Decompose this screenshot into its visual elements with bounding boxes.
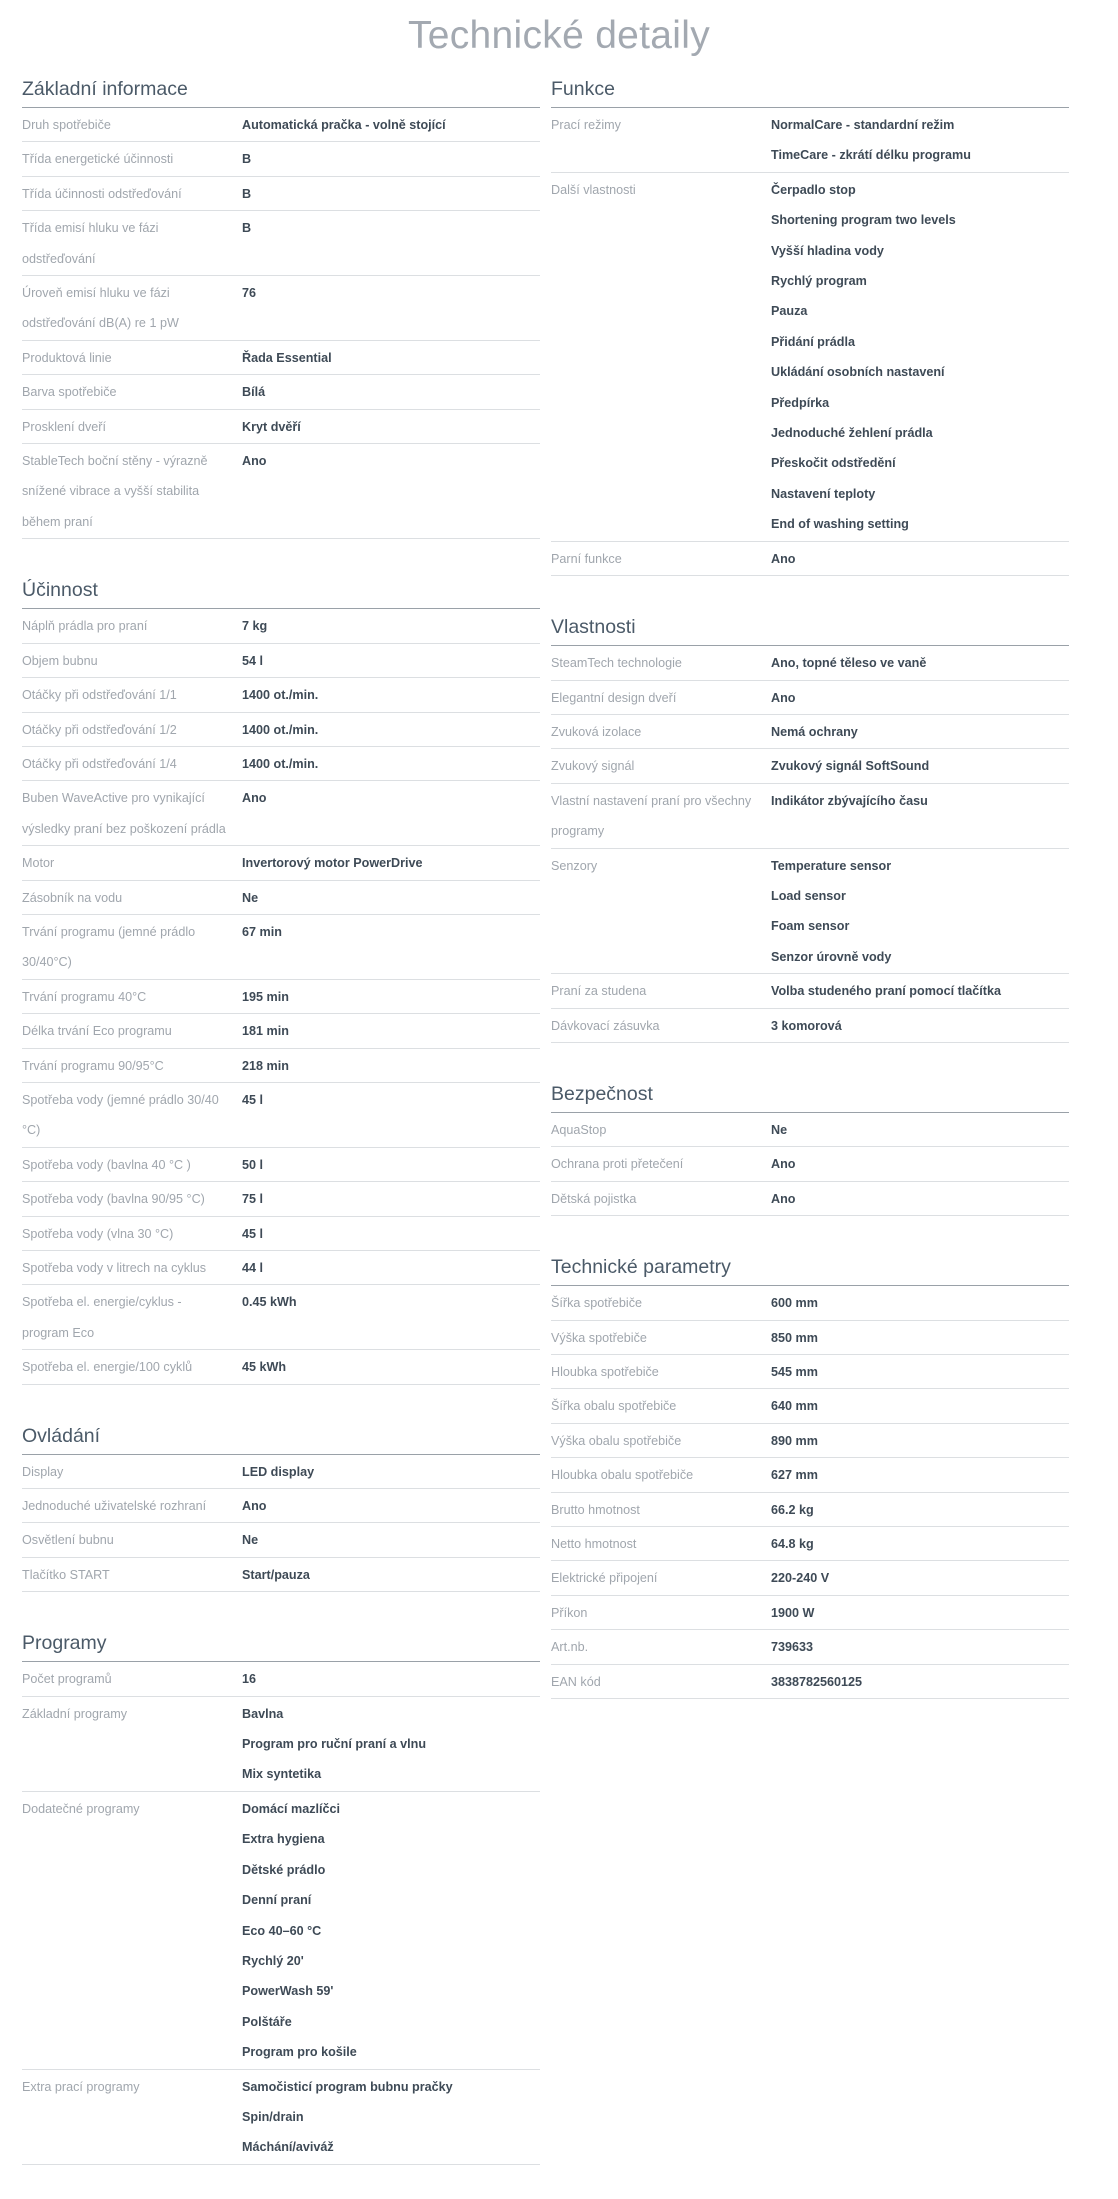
spec-row: [22, 915, 540, 980]
spec-section-zakladni-informace: [22, 72, 540, 539]
spec-values: [771, 751, 1069, 781]
spec-label: Výška obalu spotřebiče: [551, 1433, 682, 1448]
spec-label: Náplň prádla pro praní: [22, 619, 148, 634]
spec-row: [22, 177, 540, 211]
spec-label: Trvání programu 40°C: [22, 989, 147, 1004]
spec-row: [551, 1389, 1069, 1423]
spec-section-programy: [22, 1626, 540, 2165]
spec-row: [22, 1558, 540, 1592]
spec-row: [551, 1527, 1069, 1561]
spec-values: [242, 1560, 540, 1590]
spec-label: Druh spotřebiče: [22, 118, 111, 132]
spec-value: 890 mm: [771, 1433, 818, 1448]
spec-value: 195 min: [242, 989, 289, 1004]
spec-value: Dětské prádlo: [242, 1862, 326, 1877]
spec-value: 1400 ot./min.: [242, 722, 319, 737]
spec-label: Další vlastnosti: [551, 182, 636, 197]
spec-label: Zvukový signál: [551, 759, 635, 774]
spec-row: [551, 1424, 1069, 1458]
spec-value: Senzor úrovně vody: [771, 949, 892, 964]
spec-values: [771, 1426, 1069, 1456]
spec-values: [242, 1287, 540, 1348]
spec-value: LED display: [242, 1464, 315, 1479]
spec-value: Máchání/aviváž: [242, 2140, 334, 2155]
spec-row: [22, 2070, 540, 2165]
spec-values: [242, 1253, 540, 1283]
spec-value: Volba studeného praní pomocí tlačítka: [771, 984, 1001, 999]
spec-values: [771, 1288, 1069, 1318]
spec-value: 218 min: [242, 1058, 289, 1073]
spec-row: [551, 749, 1069, 783]
spec-row: [22, 781, 540, 846]
spec-row: [551, 1458, 1069, 1492]
spec-label: Objem bubnu: [22, 653, 98, 668]
spec-label: Trvání programu (jemné prádlo 30/40°C): [22, 924, 196, 970]
spec-value: Nastavení teploty: [771, 486, 876, 501]
spec-value: Vyšší hladina vody: [771, 243, 884, 258]
spec-values: [771, 1667, 1069, 1697]
spec-values: [242, 1525, 540, 1555]
spec-values: [771, 717, 1069, 747]
spec-row: [22, 1523, 540, 1557]
spec-label: Úroveň emisí hluku ve fázi odstřeďování dB(A) re 1 pW: [22, 286, 179, 331]
spec-values: [771, 1598, 1069, 1628]
spec-label: Spotřeba el. energie/cyklus - program Eco: [22, 1295, 182, 1340]
spec-row: [22, 276, 540, 341]
spec-value: 640 mm: [771, 1399, 818, 1414]
spec-value: Čerpadlo stop: [771, 182, 856, 197]
spec-row: [22, 1792, 540, 2070]
spec-value: Eco 40–60 °C: [242, 1923, 322, 1938]
spec-value: End of washing setting: [771, 517, 909, 532]
spec-values: [242, 377, 540, 407]
spec-label: Počet programů: [22, 1672, 112, 1687]
spec-row: [551, 715, 1069, 749]
spec-row: [22, 211, 540, 276]
spec-row: [22, 1049, 540, 1083]
spec-value: TimeCare - zkrátí délku programu: [771, 148, 971, 163]
spec-label: Třída účinnosti odstřeďování: [22, 186, 182, 201]
spec-values: [242, 1794, 540, 2068]
spec-row: [551, 681, 1069, 715]
spec-value: Ne: [242, 890, 259, 905]
spec-label: StableTech boční stěny - výrazně snížené vibrace a vyšší stabilita během praní: [22, 454, 208, 529]
spec-value: 45 l: [242, 1092, 264, 1107]
spec-values: [242, 917, 540, 978]
spec-value: Ano: [242, 1499, 267, 1514]
section-heading: Účinnost: [22, 573, 540, 609]
spec-values: [242, 110, 540, 140]
spec-value: B: [242, 152, 252, 167]
spec-label: Elegantní design dveří: [551, 690, 677, 705]
spec-values: [242, 179, 540, 209]
spec-values: [771, 175, 1069, 540]
spec-values: [242, 646, 540, 676]
spec-value: Ano, topné těleso ve vaně: [771, 656, 927, 671]
spec-values: [242, 982, 540, 1012]
section-heading: Ovládání: [22, 1419, 540, 1455]
spec-label: Šířka obalu spotřebiče: [551, 1399, 677, 1414]
section-heading: Programy: [22, 1626, 540, 1662]
spec-row: [22, 1350, 540, 1384]
spec-label: Prací režimy: [551, 118, 621, 132]
spec-value: Ne: [771, 1122, 788, 1137]
spec-section-funkce: [551, 72, 1069, 576]
spec-row: [22, 747, 540, 781]
spec-label: Senzory: [551, 858, 598, 873]
spec-values: [242, 749, 540, 779]
spec-label: Trvání programu 90/95°C: [22, 1058, 164, 1073]
spec-value: Temperature sensor: [771, 858, 892, 873]
spec-label: Elektrické připojení: [551, 1571, 658, 1586]
spec-values: [242, 1184, 540, 1214]
spec-values: [242, 1150, 540, 1180]
spec-row: [22, 1697, 540, 1792]
spec-row: [22, 1148, 540, 1182]
spec-row: [551, 1182, 1069, 1216]
spec-label: Dodatečné programy: [22, 1801, 140, 1816]
spec-row: [22, 1455, 540, 1489]
spec-label: Spotřeba el. energie/100 cyklů: [22, 1360, 193, 1375]
spec-values: [771, 1495, 1069, 1525]
spec-values: [242, 1491, 540, 1521]
spec-value: Zvukový signál SoftSound: [771, 759, 930, 774]
spec-row: [22, 1285, 540, 1350]
spec-label: Otáčky při odstřeďování 1/1: [22, 688, 177, 703]
spec-value: Samočisticí program bubnu pračky: [242, 2079, 453, 2094]
spec-value: 545 mm: [771, 1365, 818, 1379]
spec-values: [242, 1352, 540, 1382]
spec-values: [242, 1016, 540, 1046]
spec-row: [22, 881, 540, 915]
spec-value: Denní praní: [242, 1893, 312, 1908]
spec-value: PowerWash 59': [242, 1984, 334, 1999]
spec-row: [551, 784, 1069, 849]
spec-values: [242, 783, 540, 844]
spec-value: Bílá: [242, 385, 266, 400]
spec-row: [22, 1083, 540, 1148]
spec-values: [771, 1323, 1069, 1353]
spec-value: 1400 ot./min.: [242, 756, 319, 771]
spec-row: [22, 846, 540, 880]
spec-label: AquaStop: [551, 1122, 607, 1137]
spec-value: Přidání prádla: [771, 334, 855, 349]
spec-values: [771, 110, 1069, 171]
spec-label: Produktová linie: [22, 350, 112, 365]
spec-values: [242, 412, 540, 442]
spec-label: Třída energetické účinnosti: [22, 152, 174, 167]
spec-values: [771, 1184, 1069, 1214]
spec-section-technicke-parametry: [551, 1250, 1069, 1699]
left-spec-column: [22, 72, 540, 2199]
spec-value: Program pro ruční praní a vlnu: [242, 1737, 427, 1752]
spec-row: [22, 644, 540, 678]
spec-value: Ano: [771, 1157, 796, 1172]
spec-row: [551, 1355, 1069, 1389]
spec-values: [771, 683, 1069, 713]
spec-row: [551, 1321, 1069, 1355]
spec-values: [771, 1529, 1069, 1559]
spec-values: [771, 1563, 1069, 1593]
spec-values: [242, 680, 540, 710]
spec-row: [551, 1493, 1069, 1527]
spec-row: [551, 1665, 1069, 1699]
spec-value: Přeskočit odstředění: [771, 456, 896, 471]
spec-value: 66.2 kg: [771, 1502, 814, 1517]
spec-label: Art.nb.: [551, 1640, 589, 1655]
spec-values: [771, 1391, 1069, 1421]
spec-row: [551, 849, 1069, 975]
spec-row: [551, 1147, 1069, 1181]
spec-values: [242, 213, 540, 274]
spec-label: Netto hmotnost: [551, 1537, 637, 1552]
spec-value: 181 min: [242, 1024, 289, 1039]
spec-value: Ano: [771, 1191, 796, 1206]
spec-label: SteamTech technologie: [551, 656, 682, 671]
spec-row: [551, 1561, 1069, 1595]
spec-row: [551, 542, 1069, 576]
spec-label: Výška spotřebiče: [551, 1330, 647, 1345]
spec-label: Dětská pojistka: [551, 1191, 637, 1206]
spec-values: [771, 544, 1069, 574]
spec-values: [242, 446, 540, 537]
spec-value: Ano: [771, 690, 796, 705]
spec-value: 44 l: [242, 1261, 264, 1275]
spec-value: Kryt dvěří: [242, 419, 301, 434]
spec-value: B: [242, 186, 252, 201]
spec-value: Extra hygiena: [242, 1832, 325, 1847]
spec-value: Ano: [242, 454, 267, 469]
spec-value: Automatická pračka - volně stojící: [242, 118, 446, 132]
spec-row: [22, 678, 540, 712]
spec-label: EAN kód: [551, 1674, 601, 1689]
spec-label: Spotřeba vody (bavlna 40 °C ): [22, 1157, 191, 1172]
section-heading: Technické parametry: [551, 1250, 1069, 1286]
spec-row: [22, 142, 540, 176]
spec-value: 3 komorová: [771, 1018, 842, 1033]
spec-value: Řada Essential: [242, 350, 332, 365]
spec-value: Polštáře: [242, 2014, 292, 2029]
spec-value: Spin/drain: [242, 2109, 304, 2124]
spec-value: Jednoduché žehlení prádla: [771, 426, 933, 441]
spec-value: 627 mm: [771, 1468, 818, 1483]
spec-value: Load sensor: [771, 888, 846, 903]
spec-value: Mix syntetika: [242, 1767, 322, 1782]
spec-row: [551, 1113, 1069, 1147]
spec-value: Start/pauza: [242, 1567, 310, 1582]
spec-values: [771, 976, 1069, 1006]
spec-row: [22, 1182, 540, 1216]
spec-row: [551, 108, 1069, 173]
spec-row: [22, 1662, 540, 1696]
spec-values: [242, 848, 540, 878]
section-heading: Funkce: [551, 72, 1069, 108]
spec-value: 45 kWh: [242, 1360, 287, 1375]
spec-label: Spotřeba vody (vlna 30 °C): [22, 1226, 174, 1241]
spec-value: 1900 W: [771, 1605, 815, 1620]
spec-row: [551, 1630, 1069, 1664]
spec-value: 739633: [771, 1640, 814, 1655]
spec-label: Zvuková izolace: [551, 724, 642, 739]
spec-value: 54 l: [242, 653, 264, 668]
spec-label: Spotřeba vody (jemné prádlo 30/40 °C): [22, 1092, 219, 1138]
spec-row: [22, 1489, 540, 1523]
spec-values: [242, 715, 540, 745]
spec-value: 7 kg: [242, 619, 268, 634]
spec-value: Předpírka: [771, 395, 830, 410]
spec-row: [551, 1596, 1069, 1630]
spec-label: Jednoduché uživatelské rozhraní: [22, 1499, 207, 1514]
spec-row: [22, 375, 540, 409]
spec-values: [242, 1219, 540, 1249]
spec-label: Hloubka obalu spotřebiče: [551, 1468, 694, 1483]
spec-row: [22, 410, 540, 444]
spec-label: Brutto hmotnost: [551, 1502, 640, 1517]
page-title: Technické detaily: [407, 14, 711, 57]
section-heading: Vlastnosti: [551, 610, 1069, 646]
spec-value: 75 l: [242, 1192, 264, 1207]
section-heading: Základní informace: [22, 72, 540, 108]
spec-value: Pauza: [771, 304, 808, 319]
spec-values: [242, 144, 540, 174]
spec-label: Osvětlení bubnu: [22, 1533, 114, 1548]
spec-values: [771, 786, 1069, 847]
spec-label: Dávkovací zásuvka: [551, 1018, 660, 1033]
spec-label: Barva spotřebiče: [22, 385, 117, 400]
spec-row: [22, 609, 540, 643]
spec-row: [551, 173, 1069, 542]
spec-row: [22, 108, 540, 142]
spec-values: [771, 851, 1069, 973]
spec-row: [22, 1217, 540, 1251]
spec-value: Bavlna: [242, 1706, 284, 1721]
spec-label: Parní funkce: [551, 551, 622, 566]
spec-label: Příkon: [551, 1605, 588, 1620]
spec-section-vlastnosti: [551, 610, 1069, 1043]
spec-section-ovladani: [22, 1419, 540, 1593]
spec-label: Motor: [22, 856, 55, 871]
spec-label: Otáčky při odstřeďování 1/4: [22, 756, 177, 771]
spec-section-ucinnost: [22, 573, 540, 1384]
spec-label: Třída emisí hluku ve fázi odstřeďování: [22, 221, 159, 266]
spec-value: Shortening program two levels: [771, 213, 956, 228]
spec-values: [242, 278, 540, 339]
spec-value: Nemá ochrany: [771, 724, 858, 739]
spec-label: Délka trvání Eco programu: [22, 1024, 172, 1039]
spec-row: [22, 713, 540, 747]
spec-label: Extra prací programy: [22, 2079, 140, 2094]
spec-values: [771, 1149, 1069, 1179]
spec-row: [551, 1286, 1069, 1320]
spec-label: Zásobník na vodu: [22, 890, 123, 905]
spec-value: Ukládání osobních nastavení: [771, 365, 945, 380]
section-heading: Bezpečnost: [551, 1077, 1069, 1113]
spec-values: [771, 1632, 1069, 1662]
spec-row: [22, 341, 540, 375]
spec-label: Spotřeba vody (bavlna 90/95 °C): [22, 1192, 205, 1207]
spec-values: [771, 1115, 1069, 1145]
spec-value: 0.45 kWh: [242, 1295, 297, 1310]
spec-value: 76: [242, 286, 257, 301]
spec-value: 850 mm: [771, 1330, 818, 1345]
spec-value: Ne: [242, 1533, 259, 1548]
spec-value: Rychlý program: [771, 274, 867, 289]
spec-label: Prosklení dveří: [22, 419, 106, 434]
spec-value: Indikátor zbývajícího času: [771, 793, 928, 808]
spec-section-bezpecnost: [551, 1077, 1069, 1216]
spec-value: 600 mm: [771, 1296, 818, 1311]
spec-values: [771, 1011, 1069, 1041]
spec-values: [242, 1457, 540, 1487]
spec-value: 3838782560125: [771, 1674, 863, 1689]
spec-value: 220-240 V: [771, 1571, 830, 1586]
spec-value: 64.8 kg: [771, 1537, 814, 1552]
spec-value: NormalCare - standardní režim: [771, 118, 955, 132]
spec-label: Tlačítko START: [22, 1567, 110, 1582]
spec-label: Hloubka spotřebiče: [551, 1365, 659, 1379]
spec-value: B: [242, 221, 252, 236]
spec-values: [242, 1664, 540, 1694]
spec-row: [551, 974, 1069, 1008]
spec-values: [242, 883, 540, 913]
spec-value: Program pro košile: [242, 2045, 357, 2060]
spec-values: [242, 2072, 540, 2163]
spec-label: Základní programy: [22, 1706, 127, 1721]
spec-row: [551, 1009, 1069, 1043]
spec-values: [242, 1699, 540, 1790]
spec-values: [242, 343, 540, 373]
spec-value: 1400 ot./min.: [242, 688, 319, 703]
spec-label: Šířka spotřebiče: [551, 1296, 642, 1311]
spec-values: [771, 1460, 1069, 1490]
spec-value: 16: [242, 1672, 257, 1687]
spec-row: [22, 444, 540, 539]
right-spec-column: [551, 72, 1069, 1733]
spec-row: [22, 1014, 540, 1048]
spec-value: Rychlý 20': [242, 1953, 304, 1968]
spec-values: [242, 1051, 540, 1081]
spec-value: Foam sensor: [771, 919, 850, 934]
spec-value: Domácí mazlíčci: [242, 1801, 340, 1816]
spec-label: Otáčky při odstřeďování 1/2: [22, 722, 177, 737]
spec-label: Praní za studena: [551, 984, 647, 999]
spec-value: 67 min: [242, 924, 282, 939]
spec-row: [22, 1251, 540, 1285]
spec-label: Vlastní nastavení praní pro všechny programy: [551, 793, 752, 839]
spec-label: Buben WaveActive pro vynikající výsledky praní bez poškození prádla: [22, 791, 226, 836]
spec-values: [771, 648, 1069, 678]
spec-value: Ano: [771, 551, 796, 566]
spec-row: [22, 980, 540, 1014]
spec-label: Display: [22, 1464, 64, 1479]
spec-value: Ano: [242, 791, 267, 806]
spec-label: Spotřeba vody v litrech na cyklus: [22, 1261, 207, 1275]
spec-row: [551, 646, 1069, 680]
spec-value: 50 l: [242, 1157, 264, 1172]
spec-values: [771, 1357, 1069, 1387]
spec-value: 45 l: [242, 1226, 264, 1241]
spec-value: Invertorový motor PowerDrive: [242, 856, 423, 871]
spec-label: Ochrana proti přetečení: [551, 1157, 684, 1172]
spec-values: [242, 1085, 540, 1146]
spec-values: [242, 611, 540, 641]
